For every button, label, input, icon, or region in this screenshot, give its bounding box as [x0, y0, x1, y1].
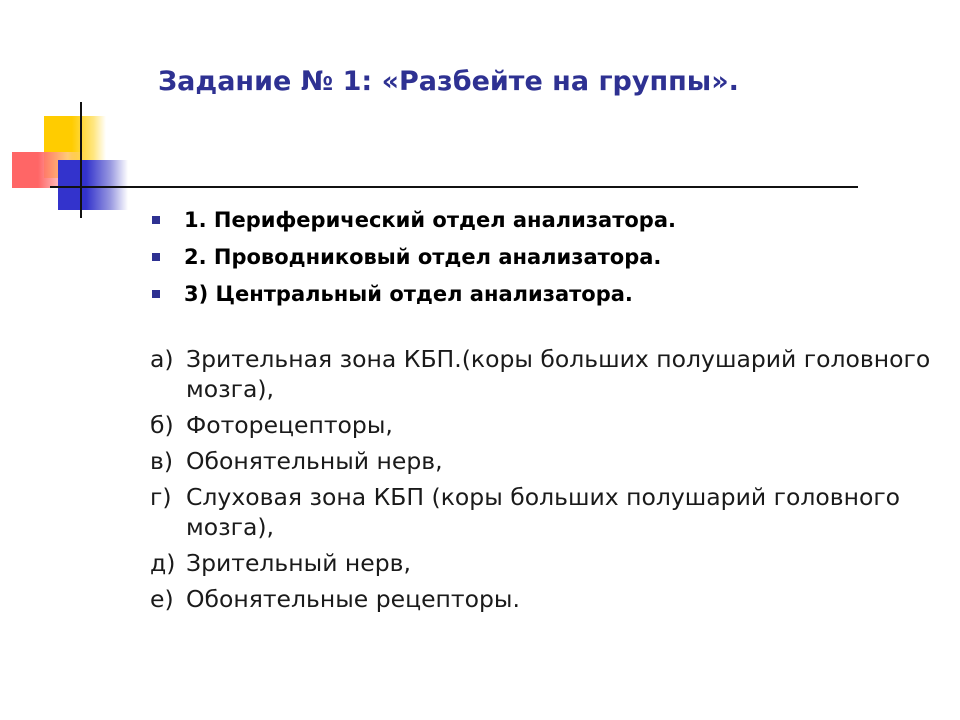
title-divider-line — [50, 186, 858, 188]
item-text: Фоторецепторы, — [186, 411, 393, 439]
item-marker: а) — [150, 345, 174, 373]
category-label: 1. Периферический отдел анализатора. — [184, 208, 676, 232]
list-item-a — [150, 344, 940, 404]
item-text: Слуховая зона КБП (коры больших полушарий головного мозга), — [186, 483, 901, 541]
item-text: Обонятельные рецепторы. — [186, 585, 520, 613]
item-marker: в) — [150, 447, 174, 475]
item-text: Зрительная зона КБП.(коры больших полушарий головного мозга), — [186, 345, 931, 403]
category-item-2 — [150, 241, 676, 278]
category-item-1 — [150, 204, 676, 241]
slide-title: Задание № 1: «Разбейте на группы». — [158, 66, 739, 97]
square-bullet-icon — [152, 216, 160, 224]
square-bullet-icon — [152, 253, 160, 261]
item-marker: е) — [150, 585, 174, 613]
list-item-v — [150, 446, 940, 476]
list-item-d — [150, 548, 940, 578]
list-item-e — [150, 584, 940, 614]
decor-blue-square — [58, 160, 128, 210]
category-list — [150, 204, 676, 315]
category-label: 2. Проводниковый отдел анализатора. — [184, 245, 662, 269]
item-marker: д) — [150, 549, 176, 577]
category-item-3 — [150, 278, 676, 315]
list-item-g — [150, 482, 940, 542]
item-text: Обонятельный нерв, — [186, 447, 443, 475]
list-item-b — [150, 410, 940, 440]
square-bullet-icon — [152, 290, 160, 298]
item-list — [150, 344, 940, 620]
item-marker: г) — [150, 483, 172, 511]
decor-vertical-line — [80, 102, 82, 218]
item-text: Зрительный нерв, — [186, 549, 411, 577]
category-label: 3) Центральный отдел анализатора. — [184, 282, 633, 306]
item-marker: б) — [150, 411, 174, 439]
